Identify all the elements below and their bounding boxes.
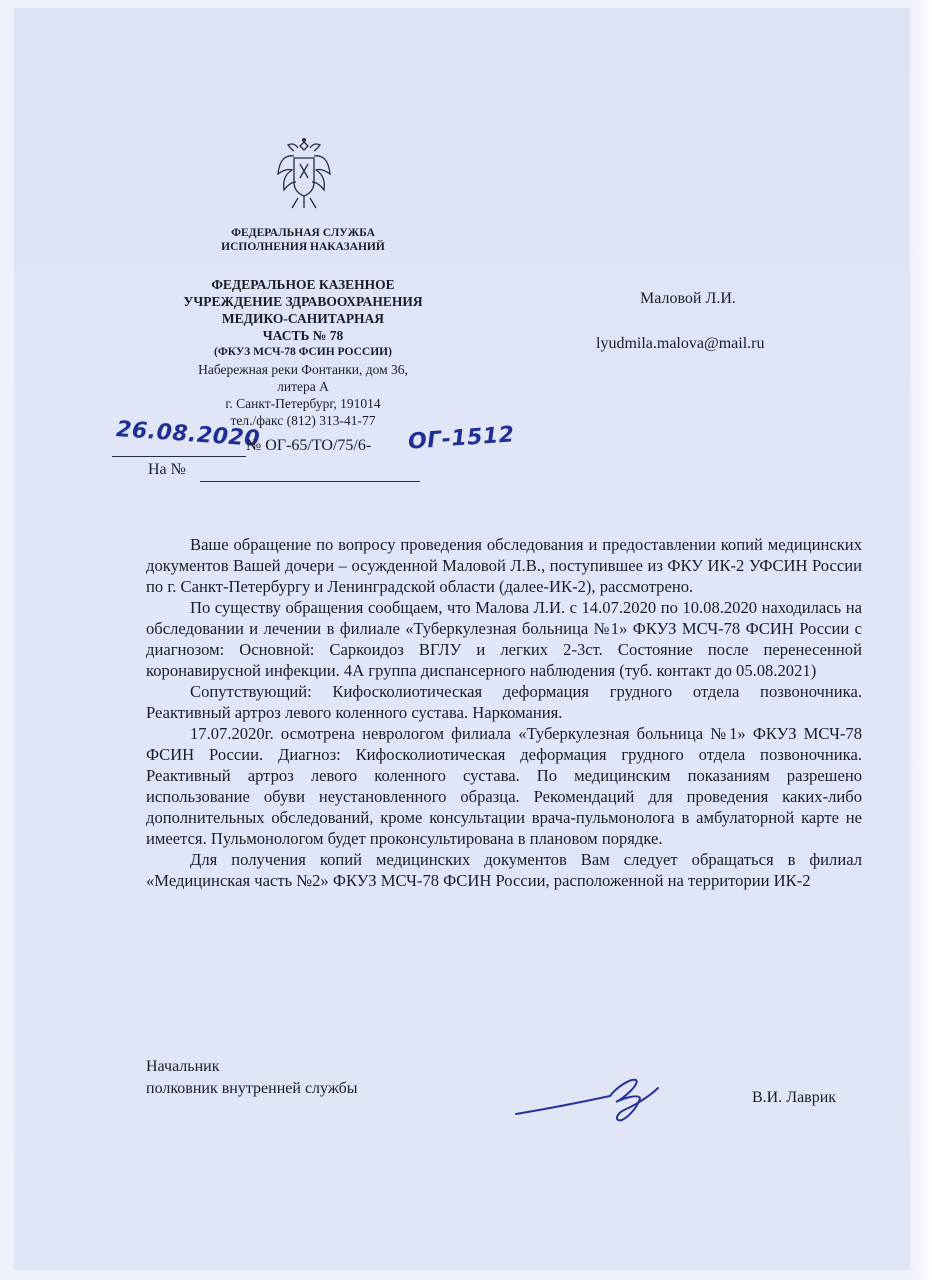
address-line-3: г. Санкт-Петербург, 191014 [225, 396, 381, 411]
agency-line-2: ИСПОЛНЕНИЯ НАКАЗАНИЙ [221, 241, 385, 253]
organization-address [150, 361, 456, 429]
letter-body [146, 534, 862, 891]
signer-rank: полковник внутренней службы [146, 1080, 358, 1097]
scan-edge [910, 0, 932, 1280]
address-line-2: литера А [277, 379, 329, 394]
addressee-email: lyudmila.malova@mail.ru [596, 335, 765, 352]
org-line-4: ЧАСТЬ № 78 [262, 328, 344, 343]
signer-name: В.И. Лаврик [752, 1089, 837, 1106]
reply-to-line [200, 481, 420, 482]
org-line-2: УЧРЕЖДЕНИЕ ЗДРАВООХРАНЕНИЯ [183, 294, 423, 309]
handwritten-signature [512, 1068, 662, 1124]
org-line-1: ФЕДЕРАЛЬНОЕ КАЗЕННОЕ [211, 277, 395, 292]
organization-name [150, 276, 456, 361]
body-paragraph: Ваше обращение по вопросу проведения обследования и предоставлении копий медицинских документов Вашей дочери – осужденной Маловой Л.В., поступившее из ФКУ ИК-2 УФСИН России по г. Санкт-Петербургу и Ленинградской области (далее-ИК-2), рассмотрено. [146, 535, 862, 596]
signer-position [146, 1056, 358, 1100]
handwritten-date: 26.08.2020 [115, 417, 261, 452]
org-line-3: МЕДИКО-САНИТАРНАЯ [221, 311, 385, 326]
outgoing-number: № ОГ-65/ТО/75/6- [246, 437, 372, 454]
body-paragraph: Сопутствующий: Кифосколиотическая деформация грудного отдела позвоночника. Реактивный артроз левого коленного сустава. Наркомания. [146, 682, 862, 722]
address-line-1: Набережная реки Фонтанки, дом 36, [198, 362, 408, 377]
eagle-emblem-icon [276, 136, 332, 212]
agency-name [150, 226, 456, 254]
org-line-5: (ФКУЗ МСЧ-78 ФСИН РОССИИ) [214, 346, 392, 358]
body-paragraph: 17.07.2020г. осмотрена неврологом филиала «Туберкулезная больница №1» ФКУЗ МСЧ-78 ФСИН России. Диагноз: Кифосколиотическая деформация грудного отдела позвоночника. Реактивный артроз левого коленного сустава. По медицинским показаниям разрешено использование обуви неустановленного образца. Рекомендаций для проведения каких-либо дополнительных обследований, кроме консультации врача-пульмонолога в амбулаторной карте не имеется. Пульмонологом будет проконсультирована в плановом порядке. [146, 724, 862, 848]
body-paragraph: Для получения копий медицинских документов Вам следует обращаться в филиал «Медицинская часть №2» ФКУЗ МСЧ-78 ФСИН России, расположенной на территории ИК-2 [146, 850, 862, 890]
body-paragraph: По существу обращения сообщаем, что Малова Л.И. с 14.07.2020 по 10.08.2020 находилась на обследовании и лечении в филиале «Туберкулезная больница №1» ФКУЗ МСЧ-78 ФСИН России с диагнозом: Основной: Саркоидоз ВГЛУ и легких 2-3ст. Состояние после перенесенной коронавирусной инфекции. 4А группа диспансерного наблюдения (туб. контакт до 05.08.2021) [146, 598, 862, 680]
handwritten-number: ОГ-1512 [407, 422, 516, 455]
date-underline [112, 456, 246, 457]
address-line-4: тел./факс (812) 313-41-77 [230, 413, 376, 428]
signer-title: Начальник [146, 1058, 220, 1075]
reply-to-label: На № [148, 461, 186, 478]
agency-line-1: ФЕДЕРАЛЬНАЯ СЛУЖБА [231, 227, 375, 239]
addressee-name: Маловой Л.И. [640, 290, 736, 307]
